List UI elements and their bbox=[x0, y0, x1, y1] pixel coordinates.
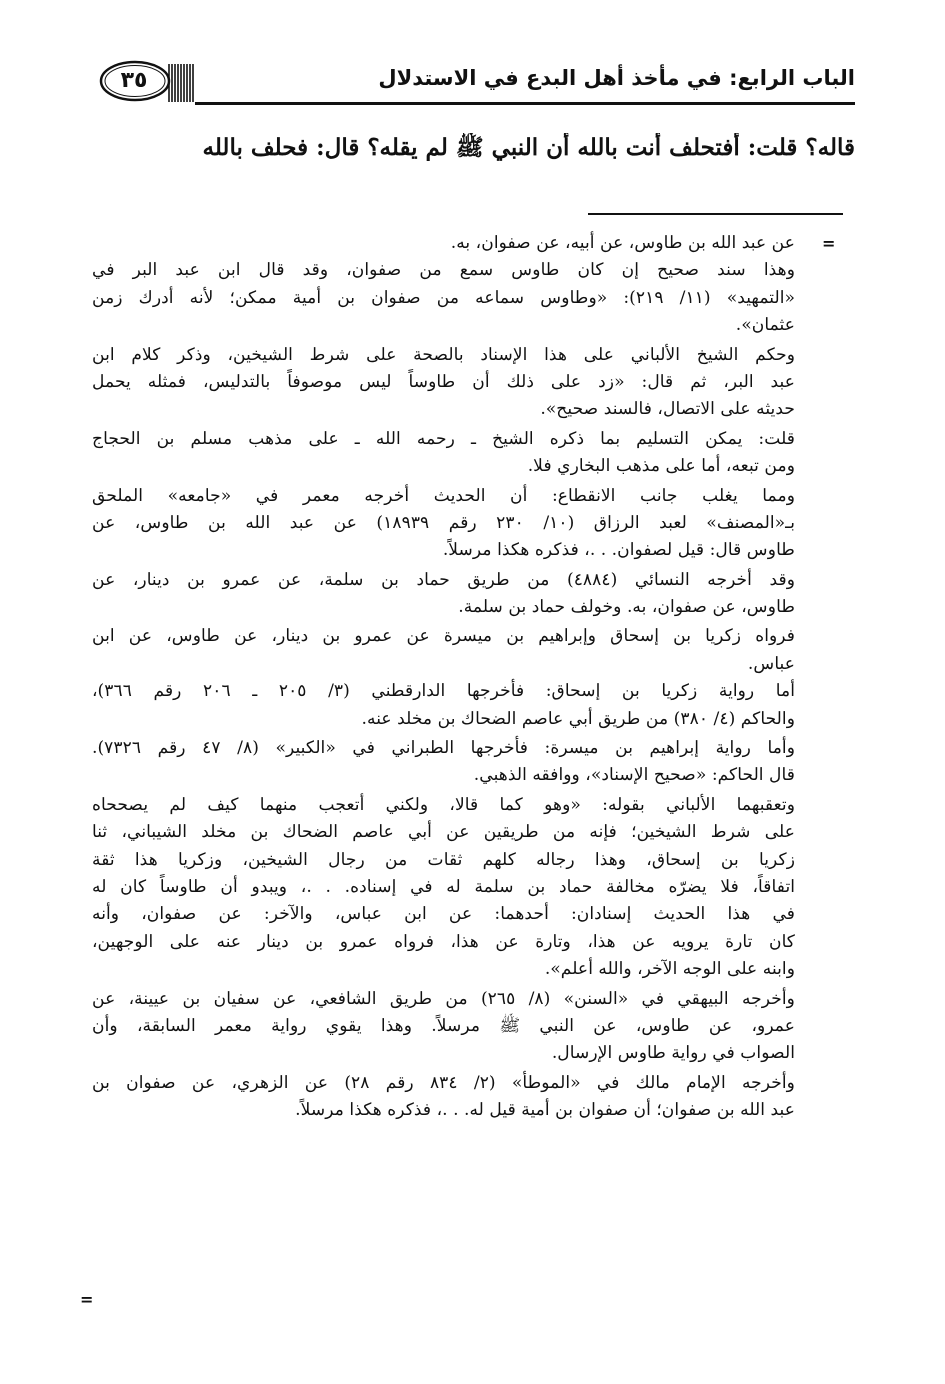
footnote-line: وأخرجه البيهقي في «السنن» (٨/ ٢٦٥) من طريق الشافعي، عن سفيان بن عيينة، عن bbox=[92, 988, 795, 1009]
footnote-continuation-marker-bottom: = bbox=[80, 1290, 94, 1309]
footnote-line: وهذا سند صحيح إن كان طاوس سمع من صفوان، وقد قال ابن عبد البر في bbox=[92, 260, 795, 281]
footnote-line: قال الحاكم: «صحيح الإسناد»، ووافقه الذهبي. bbox=[473, 765, 795, 786]
footnote-line: وقد أخرجه النسائي (٤٨٨٤) من طريق حماد بن سلمة، عن عمرو بن دينار، عن bbox=[92, 569, 795, 590]
footnote-line: زكريا بن إسحاق، وهذا رجاله كلهم ثقات من رجال الشيخين، وزكريا هذا ثقة bbox=[92, 849, 795, 870]
footnote-line: عن عبد الله بن طاوس، عن أبيه، عن صفوان، به. bbox=[450, 233, 795, 253]
footnote-line: حديثه على الاتصال، فالسند صحيح». bbox=[540, 399, 795, 420]
footnote-line: عبد الله بن صفوان؛ أن صفوان بن أمية قيل له. . .، فذكره هكذا مرسلاً. bbox=[295, 1100, 795, 1121]
footnote-line: فرواه زكريا بن إسحاق وإبراهيم بن ميسرة عن عمرو بن دينار، عن طاوس، عن ابن bbox=[92, 626, 795, 647]
footnote-line: أما رواية زكريا بن إسحاق: فأخرجها الدارقطني (٣/ ٢٠٥ ـ ٢٠٦ رقم ٣٦٦)، bbox=[92, 681, 795, 702]
footnote-line: والحاكم (٤/ ٣٨٠) من طريق أبي عاصم الضحاك بن مخلد عنه. bbox=[361, 708, 795, 729]
running-header bbox=[95, 58, 855, 108]
footnote-line: عباس. bbox=[747, 653, 795, 674]
footnote-continuation-marker-top: = bbox=[822, 234, 836, 253]
footnote-line: طاوس، عن صفوان، به. وخولف حماد بن سلمة. bbox=[458, 597, 795, 618]
footnote-separator bbox=[588, 213, 843, 215]
page-number: ٣٥ bbox=[120, 68, 148, 93]
footnotes bbox=[92, 230, 795, 1125]
footnote-line: وابنه على الوجه الآخر، والله أعلم». bbox=[544, 959, 795, 980]
footnote-line: وأما رواية إبراهيم بن ميسرة: فأخرجها الطبراني في «الكبير» (٨/ ٤٧ رقم ٧٣٢٦). bbox=[92, 738, 795, 759]
footnote-line: اتفاقاً، فلا يضرّه مخالفة حماد بن سلمة له في إسناده. . .، ويبدو أن طاوساً كان له bbox=[92, 876, 795, 897]
footnote-line: بـ«المصنف» لعبد الرزاق (١٠/ ٢٣٠ رقم ١٨٩٣٩) عن عبد الله بن طاوس، عن bbox=[92, 512, 795, 533]
footnote-line: «التمهيد» (١١/ ٢١٩): «وطاوس سماعه من صفوان بن أمية ممكن؛ لأنه أدرك زمن bbox=[92, 287, 795, 308]
chapter-title: الباب الرابع: في مأخذ أهل البدع في الاستدلال bbox=[378, 66, 855, 90]
footnote-line: على شرط الشيخين؛ فإنه من طريقين عن أبي عاصم الضحاك بن مخلد الشيباني، ثنا bbox=[92, 822, 795, 843]
footnote-line: في هذا الحديث إسنادان: أحدهما: عن ابن عباس، والآخر: عن صفوان، وأنه bbox=[92, 904, 795, 925]
footnote-line: ومما يغلب جانب الانقطاع: أن الحديث أخرجه معمر في «جامعه» الملحق bbox=[92, 485, 795, 506]
footnote-line: الصواب في رواية طاوس الإرسال. bbox=[551, 1043, 795, 1064]
main-text-line: قاله؟ قلت: أفتحلف أنت بالله أن النبي ﷺ لم يقله؟ قال: فحلف بالله bbox=[202, 134, 855, 161]
footnote-line: عمرو، عن طاوس، عن النبي ﷺ مرسلاً. وهذا يقوي رواية معمر السابقة، وأن bbox=[92, 1015, 795, 1036]
footnote-line: طاوس قال: قيل لصفوان. . .، فذكره هكذا مرسلاً. bbox=[442, 540, 795, 561]
footnote-line: قلت: يمكن التسليم بما ذكره الشيخ ـ رحمه الله ـ على مذهب مسلم بن الحجاج bbox=[92, 428, 795, 449]
footnote-line: عبد البر، ثم قال: «زد على ذلك أن طاوساً ليس موصوفاً بالتدليس، فمثله يحمل bbox=[92, 371, 795, 392]
footnote-line: ومن تبعه، أما على مذهب البخاري فلا. bbox=[527, 456, 795, 477]
footnote-line: وتعقبهما الألباني بقوله: «وهو كما قالا، ولكني أتعجب منهما كيف لم يصححاه bbox=[92, 794, 795, 815]
footnote-line: وأخرجه الإمام مالك في «الموطأ» (٢/ ٨٣٤ رقم ٢٨) عن الزهري، عن صفوان بن bbox=[92, 1072, 795, 1093]
footnote-line: وحكم الشيخ الألباني على هذا الإسناد بالصحة على شرط الشيخين، وذكر كلام ابن bbox=[92, 344, 795, 365]
header-rule bbox=[195, 102, 855, 105]
footnote-line: كان تارة يرويه عن هذا، وتارة عن هذا، فرواه عمرو بن دينار عنه على الوجهين، bbox=[92, 931, 795, 952]
footnote-line: عثمان». bbox=[735, 315, 795, 336]
